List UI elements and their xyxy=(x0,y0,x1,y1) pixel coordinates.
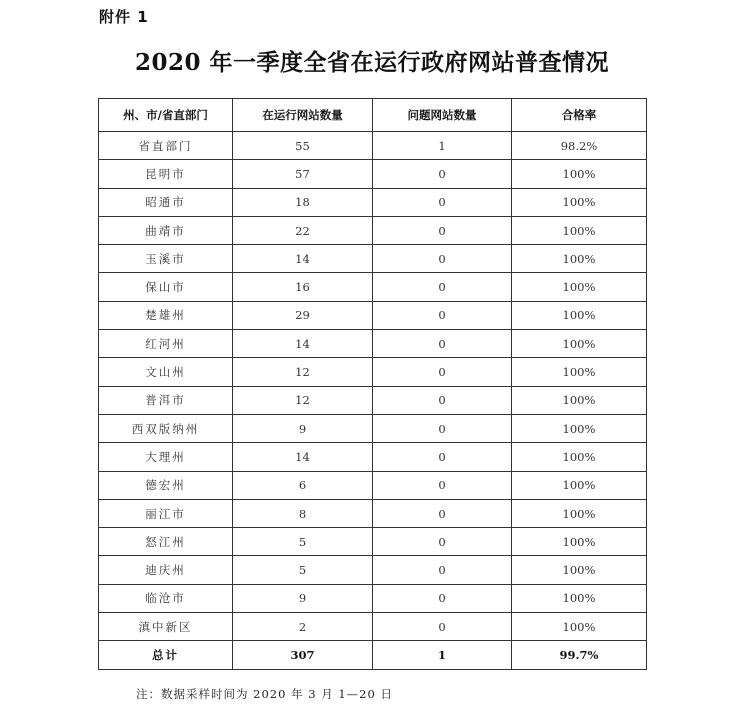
problem-count-cell: 0 xyxy=(373,471,512,499)
region-cell: 德宏州 xyxy=(99,471,233,499)
table-row xyxy=(99,584,647,612)
running-count-cell: 12 xyxy=(233,386,373,414)
running-count-cell: 18 xyxy=(233,188,373,216)
running-count-cell: 5 xyxy=(233,556,373,584)
problem-count-cell: 0 xyxy=(373,414,512,442)
running-count-cell: 14 xyxy=(233,330,373,358)
survey-table xyxy=(98,98,647,670)
region-cell: 迪庆州 xyxy=(99,556,233,584)
region-cell: 楚雄州 xyxy=(99,301,233,329)
total-problem-count-cell: 1 xyxy=(373,641,512,670)
table-row xyxy=(99,443,647,471)
running-count-cell: 55 xyxy=(233,132,373,160)
table-row xyxy=(99,499,647,527)
problem-count-cell: 0 xyxy=(373,216,512,244)
running-count-cell: 5 xyxy=(233,528,373,556)
running-count-cell: 14 xyxy=(233,443,373,471)
table-row xyxy=(99,386,647,414)
pass-rate-cell: 100% xyxy=(512,499,647,527)
region-cell: 曲靖市 xyxy=(99,216,233,244)
pass-rate-cell: 98.2% xyxy=(512,132,647,160)
problem-count-cell: 0 xyxy=(373,499,512,527)
total-running-count-cell: 307 xyxy=(233,641,373,670)
pass-rate-cell: 100% xyxy=(512,216,647,244)
pass-rate-cell: 100% xyxy=(512,330,647,358)
problem-count-cell: 0 xyxy=(373,528,512,556)
table-row xyxy=(99,301,647,329)
problem-count-cell: 0 xyxy=(373,584,512,612)
table-row xyxy=(99,160,647,188)
table-row xyxy=(99,330,647,358)
pass-rate-cell: 100% xyxy=(512,584,647,612)
running-count-cell: 6 xyxy=(233,471,373,499)
table-row xyxy=(99,273,647,301)
problem-count-cell: 0 xyxy=(373,386,512,414)
header-problem-count: 问题网站数量 xyxy=(373,99,512,132)
region-cell: 昭通市 xyxy=(99,188,233,216)
pass-rate-cell: 100% xyxy=(512,414,647,442)
pass-rate-cell: 100% xyxy=(512,556,647,584)
region-cell: 省直部门 xyxy=(99,132,233,160)
pass-rate-cell: 100% xyxy=(512,160,647,188)
pass-rate-cell: 100% xyxy=(512,443,647,471)
problem-count-cell: 0 xyxy=(373,188,512,216)
problem-count-cell: 0 xyxy=(373,330,512,358)
pass-rate-cell: 100% xyxy=(512,245,647,273)
table-row xyxy=(99,132,647,160)
running-count-cell: 2 xyxy=(233,613,373,641)
table-row xyxy=(99,528,647,556)
table-row xyxy=(99,216,647,244)
region-cell: 大理州 xyxy=(99,443,233,471)
pass-rate-cell: 100% xyxy=(512,188,647,216)
problem-count-cell: 0 xyxy=(373,160,512,188)
header-row xyxy=(99,99,647,132)
problem-count-cell: 0 xyxy=(373,301,512,329)
problem-count-cell: 0 xyxy=(373,613,512,641)
running-count-cell: 8 xyxy=(233,499,373,527)
table-row xyxy=(99,471,647,499)
attachment-label: 附件 1 xyxy=(99,8,149,26)
problem-count-cell: 0 xyxy=(373,358,512,386)
running-count-cell: 9 xyxy=(233,584,373,612)
header-running-count: 在运行网站数量 xyxy=(233,99,373,132)
pass-rate-cell: 100% xyxy=(512,528,647,556)
problem-count-cell: 0 xyxy=(373,273,512,301)
problem-count-cell: 0 xyxy=(373,443,512,471)
region-cell: 玉溪市 xyxy=(99,245,233,273)
problem-count-cell: 0 xyxy=(373,556,512,584)
table-body xyxy=(99,132,647,670)
region-cell: 文山州 xyxy=(99,358,233,386)
table-header xyxy=(99,99,647,132)
running-count-cell: 22 xyxy=(233,216,373,244)
pass-rate-cell: 100% xyxy=(512,613,647,641)
table-row xyxy=(99,358,647,386)
table-row xyxy=(99,556,647,584)
running-count-cell: 57 xyxy=(233,160,373,188)
running-count-cell: 29 xyxy=(233,301,373,329)
problem-count-cell: 1 xyxy=(373,132,512,160)
header-pass-rate: 合格率 xyxy=(512,99,647,132)
pass-rate-cell: 100% xyxy=(512,386,647,414)
total-region-cell: 总计 xyxy=(99,641,233,670)
footnote: 注：数据采样时间为 2020 年 3 月 1—20 日 xyxy=(136,687,393,701)
pass-rate-cell: 100% xyxy=(512,301,647,329)
pass-rate-cell: 100% xyxy=(512,358,647,386)
header-region: 州、市/省直部门 xyxy=(99,99,233,132)
table-row xyxy=(99,613,647,641)
pass-rate-cell: 100% xyxy=(512,273,647,301)
table-row xyxy=(99,188,647,216)
region-cell: 临沧市 xyxy=(99,584,233,612)
total-row xyxy=(99,641,647,670)
running-count-cell: 9 xyxy=(233,414,373,442)
running-count-cell: 16 xyxy=(233,273,373,301)
region-cell: 红河州 xyxy=(99,330,233,358)
pass-rate-cell: 100% xyxy=(512,471,647,499)
region-cell: 丽江市 xyxy=(99,499,233,527)
running-count-cell: 12 xyxy=(233,358,373,386)
table-row xyxy=(99,245,647,273)
page-title: 2020 年一季度全省在运行政府网站普查情况 xyxy=(134,49,610,76)
region-cell: 西双版纳州 xyxy=(99,414,233,442)
table-row xyxy=(99,414,647,442)
total-pass-rate-cell: 99.7% xyxy=(512,641,647,670)
region-cell: 滇中新区 xyxy=(99,613,233,641)
region-cell: 普洱市 xyxy=(99,386,233,414)
region-cell: 保山市 xyxy=(99,273,233,301)
running-count-cell: 14 xyxy=(233,245,373,273)
region-cell: 昆明市 xyxy=(99,160,233,188)
problem-count-cell: 0 xyxy=(373,245,512,273)
region-cell: 怒江州 xyxy=(99,528,233,556)
